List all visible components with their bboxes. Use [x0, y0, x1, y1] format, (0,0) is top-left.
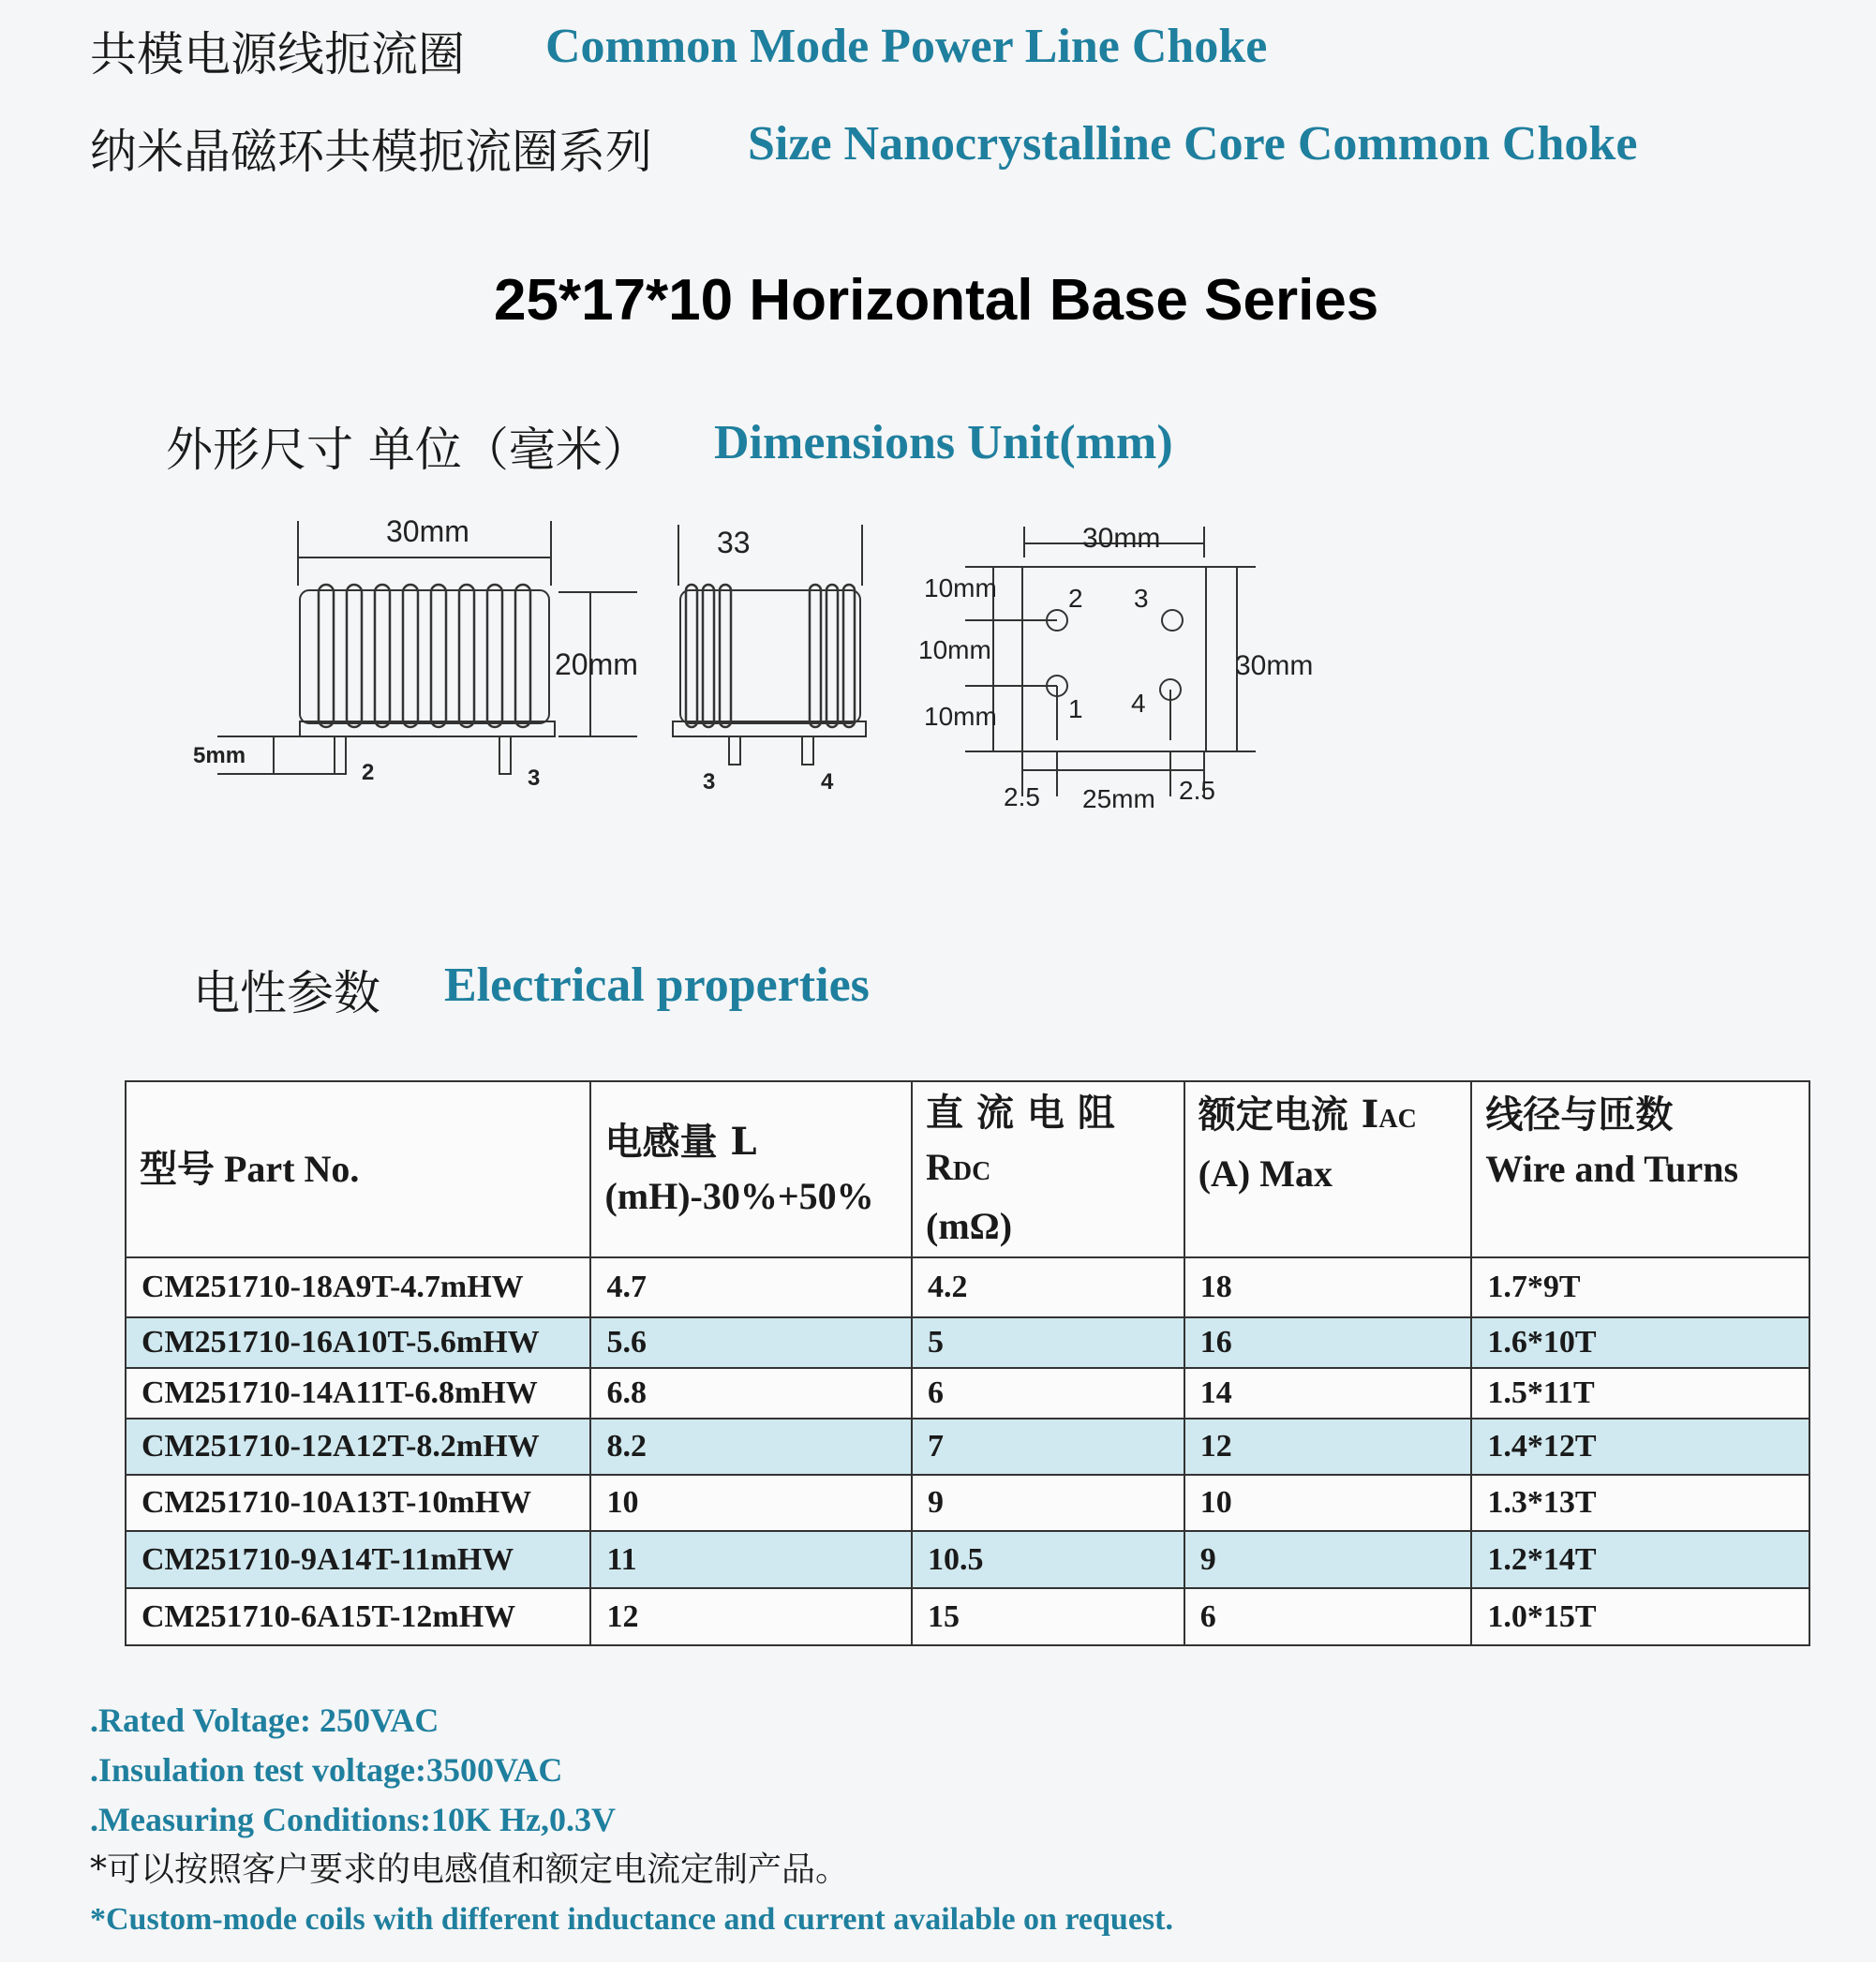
- header-part: [126, 1081, 590, 1257]
- cell-part: CM251710-18A9T-4.7mHW: [126, 1257, 590, 1317]
- top-height-label: 30mm: [1235, 650, 1314, 681]
- header-rdc-unit: (mΩ): [926, 1204, 1013, 1247]
- cell-iac: 10: [1184, 1475, 1472, 1531]
- cell-rdc: 5: [912, 1317, 1184, 1368]
- cell-rdc: 9: [912, 1475, 1184, 1531]
- top-pin-3: 3: [1134, 584, 1149, 613]
- cell-iac: 16: [1184, 1317, 1472, 1368]
- header-wire-en: Wire and Turns: [1485, 1148, 1739, 1190]
- cell-iac: 14: [1184, 1368, 1472, 1419]
- cell-inductance: 5.6: [590, 1317, 912, 1368]
- cell-wire: 1.7*9T: [1471, 1257, 1809, 1317]
- table-row: [126, 1531, 1809, 1588]
- cell-rdc: 6: [912, 1368, 1184, 1419]
- top-pin-1: 1: [1068, 694, 1083, 723]
- cell-part: CM251710-10A13T-10mHW: [126, 1475, 590, 1531]
- title-en: Common Mode Power Line Choke: [545, 20, 1268, 73]
- cell-inductance: 12: [590, 1588, 912, 1645]
- cell-rdc: 15: [912, 1588, 1184, 1645]
- header-rdc-sub: DC: [952, 1156, 991, 1186]
- cell-inductance: 6.8: [590, 1368, 912, 1419]
- subtitle-cn: 纳米晶磁环共模扼流圈系列: [90, 125, 652, 179]
- cell-part: CM251710-14A11T-6.8mHW: [126, 1368, 590, 1419]
- cell-part: CM251710-9A14T-11mHW: [126, 1531, 590, 1588]
- top-spacing-2: 10mm: [918, 635, 991, 664]
- end-view: [673, 525, 866, 765]
- header-part-en: Part No.: [224, 1148, 360, 1190]
- top-width-label: 30mm: [1082, 523, 1161, 554]
- cell-iac: 6: [1184, 1588, 1472, 1645]
- cell-inductance: 4.7: [590, 1257, 912, 1317]
- cell-rdc: 10.5: [912, 1531, 1184, 1588]
- series-title: 25*17*10 Horizontal Base Series: [494, 268, 1379, 333]
- electrical-label-en: Electrical properties: [444, 959, 870, 1012]
- end-width-label: 33: [717, 526, 751, 559]
- note-custom-cn: *可以按照客户要求的电感值和额定电流定制产品。: [90, 1851, 850, 1889]
- header-inductance: [590, 1081, 912, 1257]
- cell-iac: 18: [1184, 1257, 1472, 1317]
- header-wire: [1471, 1081, 1809, 1257]
- side-pin-2: 2: [362, 760, 375, 785]
- end-pin-3: 3: [703, 769, 716, 795]
- header-inductance-en: (mH)-30%+50%: [604, 1175, 874, 1217]
- table-header-row: [126, 1081, 1809, 1257]
- table-row: [126, 1368, 1809, 1419]
- table-row: [126, 1419, 1809, 1475]
- cell-part: CM251710-6A15T-12mHW: [126, 1588, 590, 1645]
- side-width-label: 30mm: [386, 514, 469, 548]
- top-pin-4: 4: [1131, 689, 1146, 718]
- header-rdc: [912, 1081, 1184, 1257]
- cell-iac: 9: [1184, 1531, 1472, 1588]
- header-part-cn: 型号: [140, 1147, 215, 1191]
- side-height-label: 20mm: [555, 647, 638, 681]
- dimensions-label-cn: 外形尺寸 单位（毫米）: [166, 423, 649, 477]
- top-spacing-1: 10mm: [924, 573, 997, 602]
- note-insulation: .Insulation test voltage:3500VAC: [90, 1751, 563, 1789]
- electrical-table: [125, 1080, 1810, 1646]
- cell-inductance: 8.2: [590, 1419, 912, 1475]
- table-row: [126, 1257, 1809, 1317]
- table-row: [126, 1317, 1809, 1368]
- header-rdc-cn: 直 流 电 阻: [926, 1090, 1115, 1135]
- table-row: [126, 1588, 1809, 1645]
- header-iac-sub: AC: [1378, 1105, 1417, 1134]
- cell-inductance: 11: [590, 1531, 912, 1588]
- dimensions-label-en: Dimensions Unit(mm): [714, 416, 1173, 469]
- subtitle-en: Size Nanocrystalline Core Common Choke: [748, 117, 1638, 171]
- cell-iac: 12: [1184, 1419, 1472, 1475]
- header-inductance-cn: 电感量 L: [604, 1120, 757, 1164]
- top-spacing-3: 10mm: [924, 702, 997, 731]
- cell-wire: 1.2*14T: [1471, 1531, 1809, 1588]
- notes: [90, 1696, 1173, 1944]
- top-view: [965, 527, 1256, 796]
- end-pin-4: 4: [821, 769, 834, 795]
- cell-part: CM251710-16A10T-5.6mHW: [126, 1317, 590, 1368]
- note-measuring: .Measuring Conditions:10K Hz,0.3V: [90, 1801, 617, 1838]
- top-pin-2: 2: [1068, 584, 1083, 613]
- cell-wire: 1.6*10T: [1471, 1317, 1809, 1368]
- title-cn: 共模电源线扼流圈: [90, 27, 465, 82]
- cell-part: CM251710-12A12T-8.2mHW: [126, 1419, 590, 1475]
- cell-inductance: 10: [590, 1475, 912, 1531]
- pin-length-label: 5mm: [193, 743, 246, 768]
- cell-wire: 1.3*13T: [1471, 1475, 1809, 1531]
- bottom-dim-mid: 25mm: [1082, 784, 1155, 813]
- electrical-label-cn: 电性参数: [193, 966, 380, 1020]
- note-custom-en: *Custom-mode coils with different inductance and current available on request.: [90, 1902, 1173, 1937]
- cell-wire: 1.4*12T: [1471, 1419, 1809, 1475]
- side-windings: [319, 585, 530, 727]
- note-rated-voltage: .Rated Voltage: 250VAC: [90, 1702, 439, 1739]
- cell-wire: 1.0*15T: [1471, 1588, 1809, 1645]
- bottom-dim-left: 2.5: [1004, 782, 1040, 811]
- end-windings: [686, 585, 855, 727]
- dimension-drawing: [178, 506, 1314, 825]
- cell-wire: 1.5*11T: [1471, 1368, 1809, 1419]
- cell-rdc: 4.2: [912, 1257, 1184, 1317]
- header-wire-cn: 线径与匝数: [1485, 1092, 1674, 1137]
- header-iac-en: (A) Max: [1198, 1152, 1333, 1195]
- bottom-dim-right: 2.5: [1179, 776, 1215, 805]
- side-pin-3: 3: [528, 765, 541, 791]
- cell-rdc: 7: [912, 1419, 1184, 1475]
- header-rdc-r: R: [926, 1145, 953, 1188]
- header-iac-cn: 额定电流 I: [1198, 1092, 1379, 1137]
- header-iac: [1184, 1081, 1472, 1257]
- table-row: [126, 1475, 1809, 1531]
